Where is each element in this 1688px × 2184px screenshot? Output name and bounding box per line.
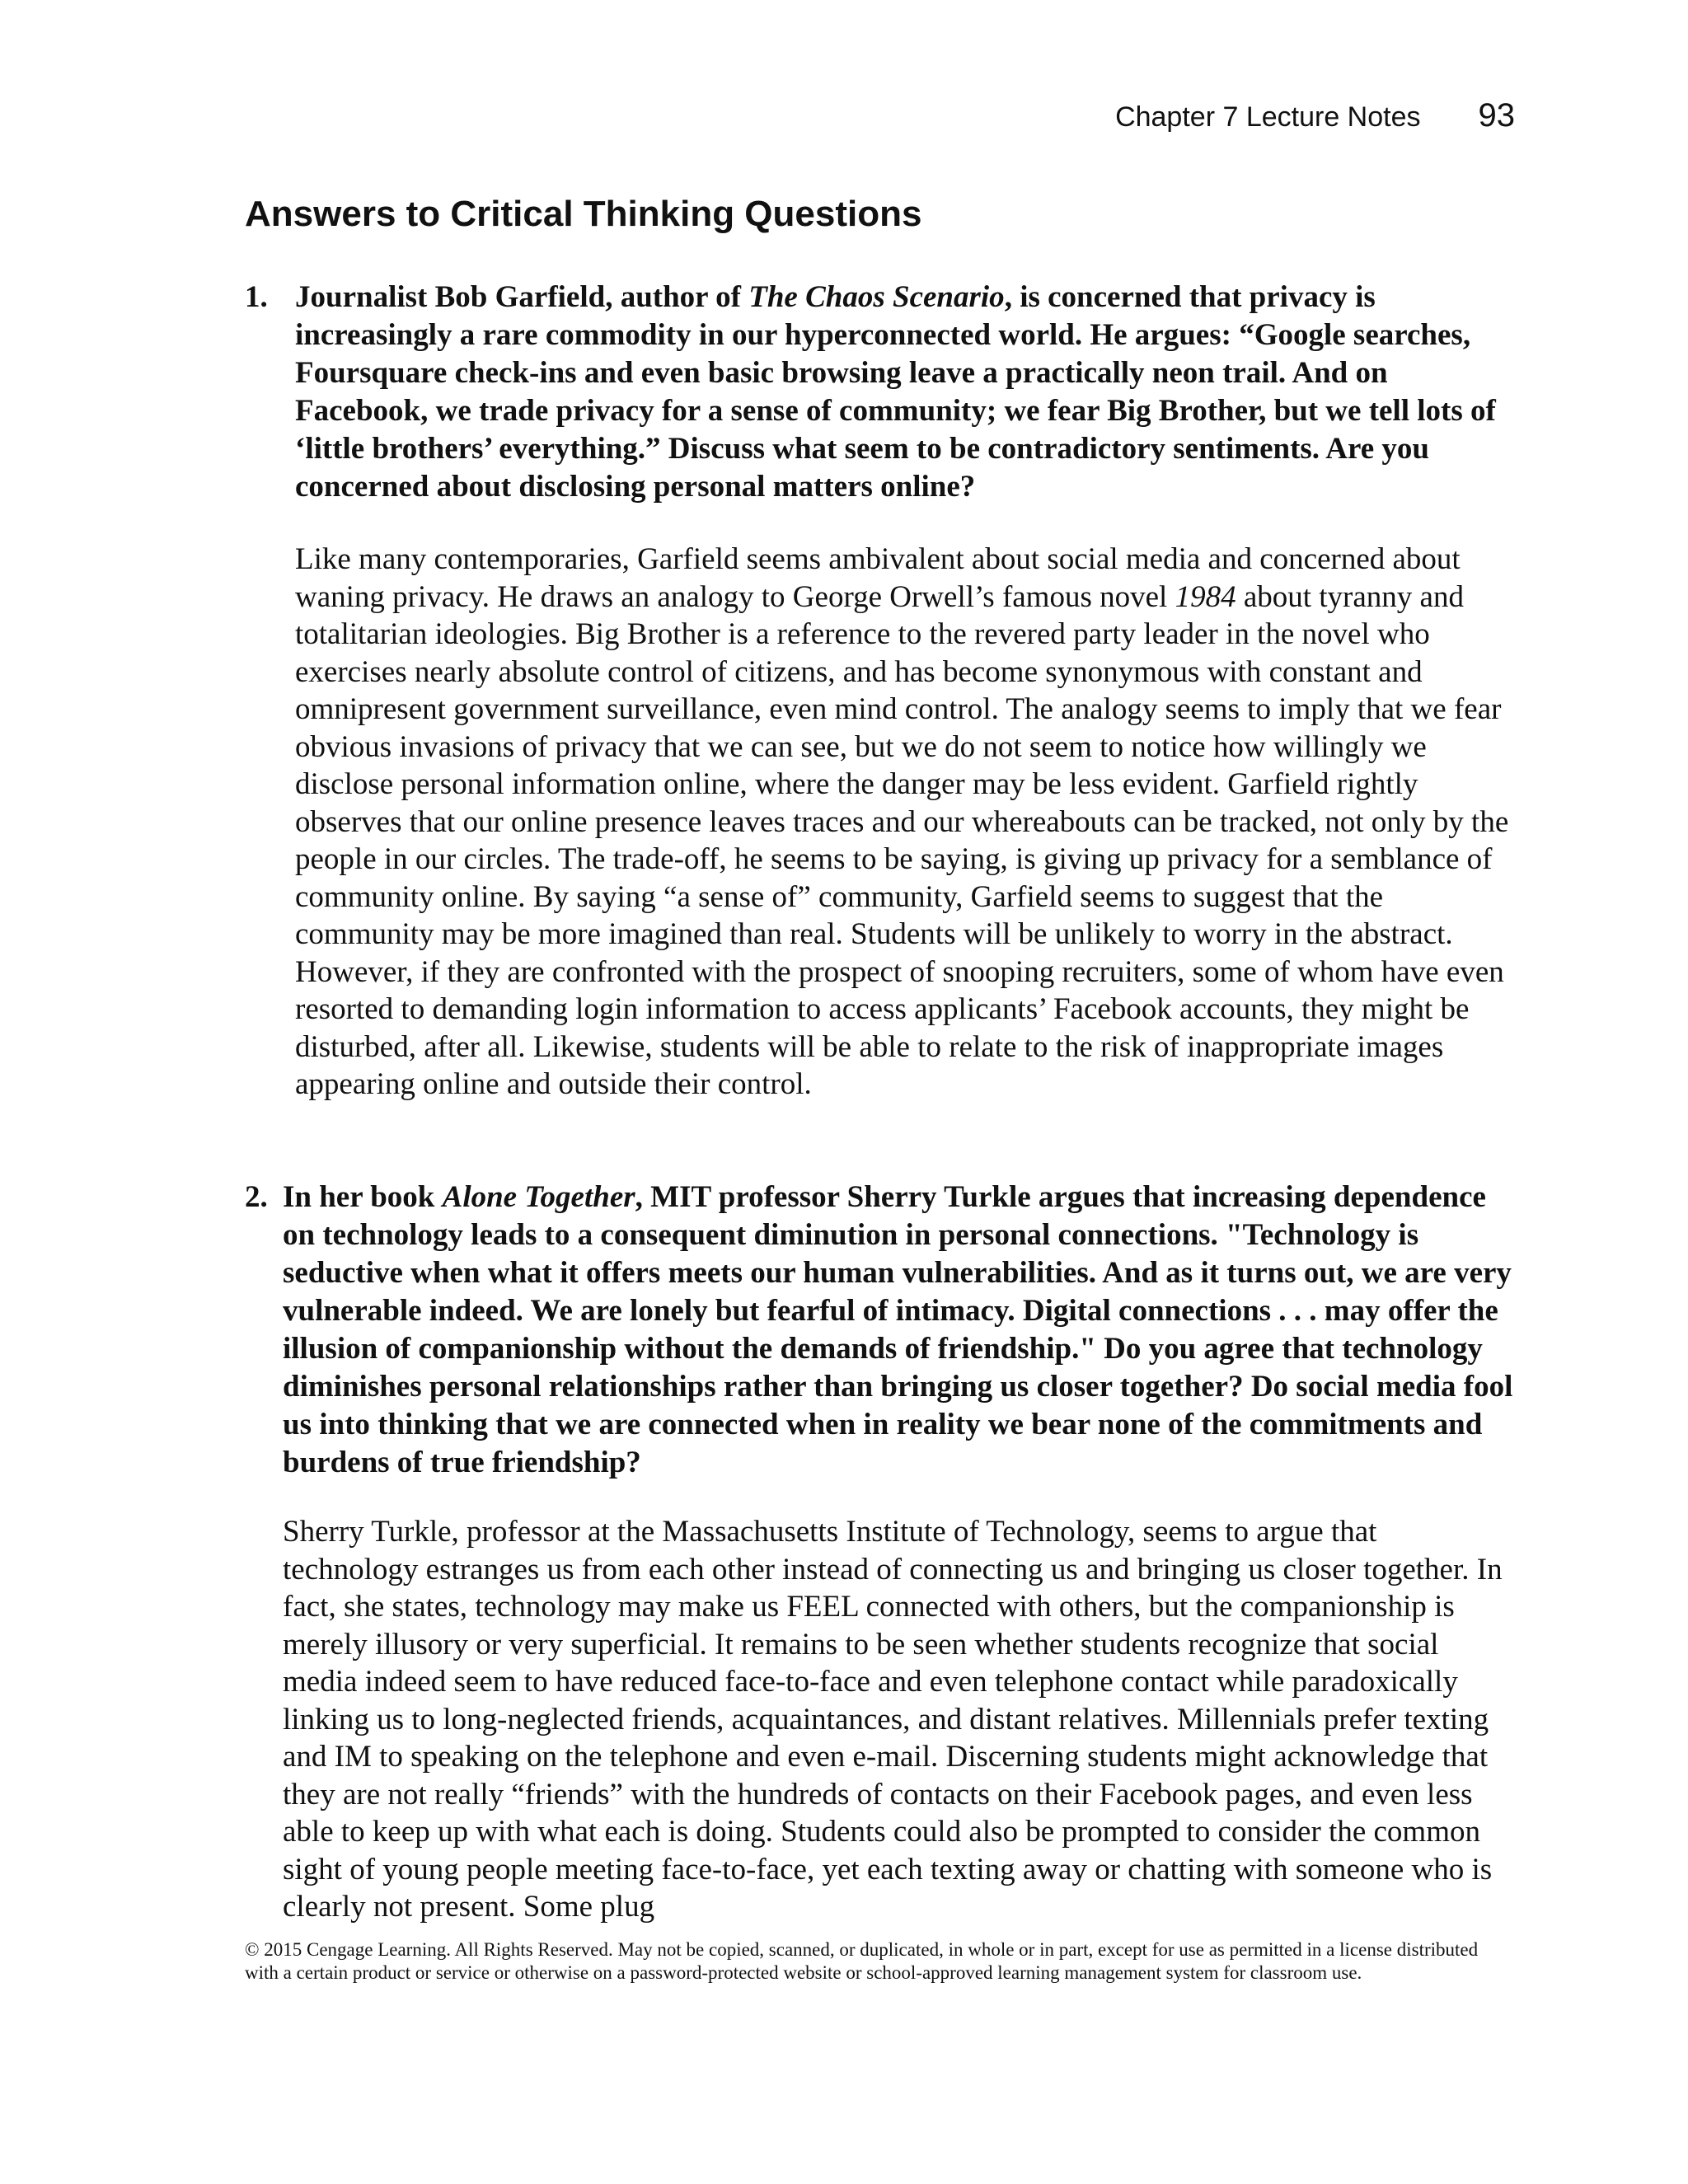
question-number: 2. bbox=[245, 1180, 268, 1214]
answer-2: Sherry Turkle, professor at the Massachusetts Institute of Technology, seems to argue that technology estranges us from each other instead of connecting us and bringing us closer together. In fact, she states, technology may make us FEEL connected with others, but the companionship is merely illusory or very superficial. It remains to be seen whether students recognize that social media indeed seem to have reduced face-to-face and even telephone contact while paradoxically linking us to long-neglected friends, acquaintances, and distant relatives. Millennials prefer texting and IM to speaking on the telephone and even e-mail. Discerning students might acknowledge that they are not really “friends” with the hundreds of contacts on their Facebook pages, and even less able to keep up with what each is doing. Students could also be prompted to consider the common sight of young people meeting face-to-face, yet each texting away or chatting with someone who is clearly not present. Some plug bbox=[283, 1515, 1503, 1924]
answer-text-part: Like many contemporaries, Garfield seems ambivalent about social media and concerned about waning privacy. He draws an analogy to George Orwell’s famous novel bbox=[295, 542, 1461, 614]
running-head bbox=[1115, 97, 1515, 134]
book-title: Alone Together bbox=[442, 1180, 635, 1214]
book-title: The Chaos Scenario bbox=[748, 280, 1005, 314]
question-2 bbox=[245, 1179, 1515, 1482]
question-number: 1. bbox=[245, 280, 268, 314]
answer-text-part: about tyranny and totalitarian ideologies. Big Brother is a reference to the revered party leader in the novel who exercises nearly absolute control of citizens, and has become synonymous with constant and omnipresent government surveillance, even mind control. The analogy seems to imply that we fear obvious invasions of privacy that we can see, but we do not seem to notice how willingly we disclose personal information online, where the danger may be less evident. Garfield rightly observes that our online presence leaves traces and our whereabouts can be tracked, not only by the people in our circles. The trade-off, he seems to be saying, is giving up privacy for a semblance of community online. By saying “a sense of” community, Garfield seems to suggest that the community may be more imagined than real. Students will be unlikely to worry in the abstract. However, if they are confronted with the prospect of snooping recruiters, some of whom have even resorted to demanding login information to access applicants’ Facebook accounts, they might be disturbed, after all. Likewise, students will be able to relate to the risk of inappropriate images appearing online and outside their control. bbox=[295, 579, 1509, 1101]
question-text bbox=[295, 279, 1515, 506]
question-1 bbox=[245, 279, 1515, 506]
question-text-part: In her book bbox=[283, 1180, 443, 1214]
answer-1 bbox=[295, 541, 1515, 1104]
question-text-part: Journalist Bob Garfield, author of bbox=[295, 280, 749, 314]
chapter-title: Chapter 7 Lecture Notes bbox=[1115, 101, 1421, 133]
novel-title: 1984 bbox=[1175, 579, 1236, 614]
section-heading: Answers to Critical Thinking Questions bbox=[245, 194, 922, 234]
question-text-part: , MIT professor Sherry Turkle argues that increasing dependence on technology leads to a consequent diminution in personal connections. "Technology is seductive when what it offers meets our human vulnerabilities. And as it turns out, we are very vulnerable indeed. We are lonely but fearful of intimacy. Digital connections . . . may offer the illusion of companionship without the demands of friendship." Do you agree that technology diminishes personal relationships rather than bringing us closer together? Do social media fool us into thinking that we are connected when in reality we bear none of the commitments and burdens of true friendship? bbox=[283, 1180, 1513, 1479]
page-number: 93 bbox=[1478, 97, 1515, 134]
question-text bbox=[283, 1179, 1515, 1482]
question-text-part: , is concerned that privacy is increasingly a rare commodity in our hyperconnected world. He argues: “Google searches, Foursquare check-ins and even basic browsing leave a practically neon trail. And on Facebook, we trade privacy for a sense of community; we fear Big Brother, but we tell lots of ‘little brothers’ everything.” Discuss what seem to be contradictory sentiments. Are you concerned about disclosing personal matters online? bbox=[295, 280, 1496, 504]
copyright-footer: © 2015 Cengage Learning. All Rights Reserved. May not be copied, scanned, or duplicated, in whole or in part, except for use as permitted in a license distributed with a certain product or service or otherwise on a password-protected website or school-approved learning management system for classroom use. bbox=[245, 1939, 1479, 1983]
